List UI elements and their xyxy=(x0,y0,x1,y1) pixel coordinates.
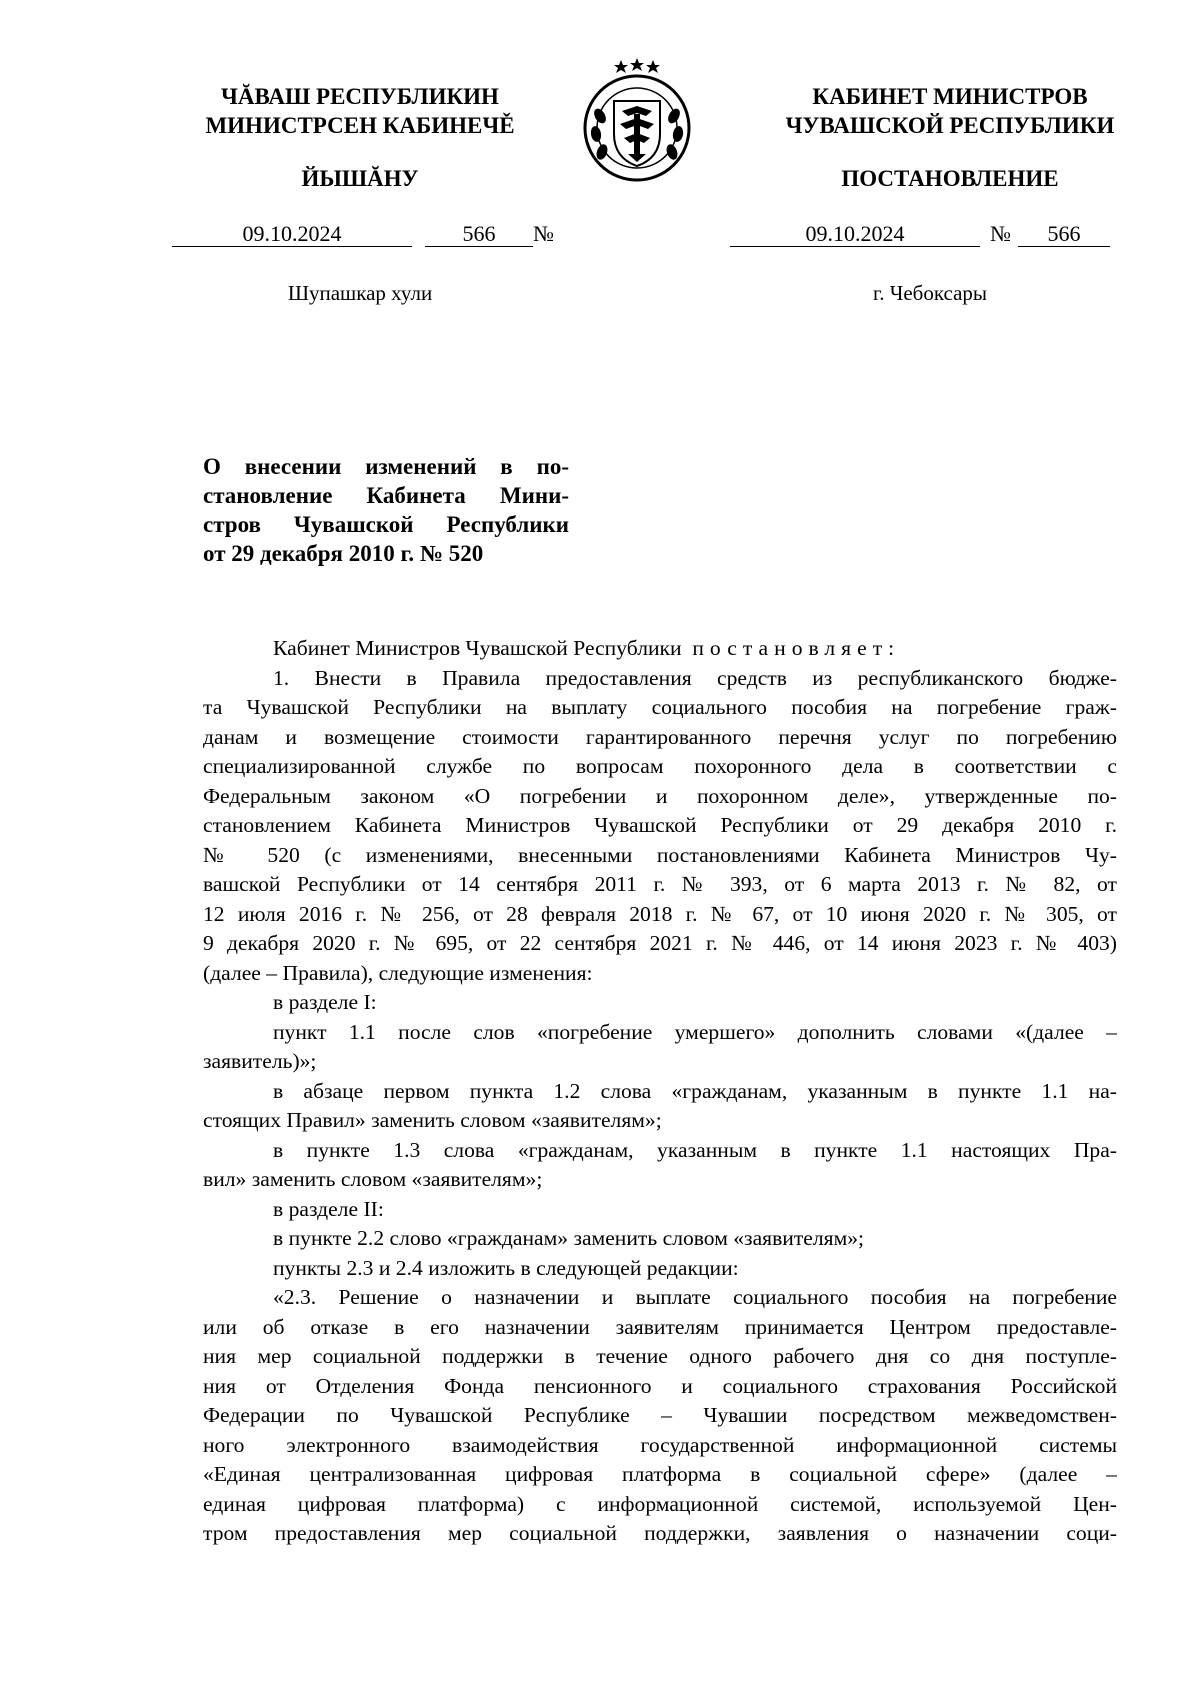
emblem-crown-icon xyxy=(614,58,660,73)
body-line: (далее – Правила), следующие изменения: xyxy=(203,960,593,985)
header-left-line2: МИНИСТРСЕН КАБИНЕЧĚ xyxy=(205,113,515,138)
header-right xyxy=(730,82,1170,140)
body-line: тром предоставления мер социальной поддержки, заявления о назначении соци- xyxy=(203,1521,1117,1545)
body-line: пункты 2.3 и 2.4 изложить в следующей редакции: xyxy=(273,1255,739,1280)
subject-line: стров Чувашской Республики xyxy=(203,512,569,537)
subject-line: О внесении изменений в по- xyxy=(203,454,569,479)
body-line: вил» заменить словом «заявителям»; xyxy=(203,1167,543,1191)
document-subject xyxy=(203,452,569,568)
reg-left-no-sign: № xyxy=(533,221,554,246)
reg-right-number: 566 xyxy=(1018,222,1110,247)
reg-right-date: 09.10.2024 xyxy=(730,222,980,247)
body-line: в пункте 1.3 слова «гражданам, указанным в пункте 1.1 настоящих Пра- xyxy=(273,1137,1117,1162)
body-line: «2.3. Решение о назначении и выплате социального пособия на погребение xyxy=(273,1285,1117,1309)
chuvash-coat-of-arms-icon xyxy=(574,56,700,184)
body-line: 12 июля 2016 г. № 256, от 28 февраля 2018 г. № 67, от 10 июня 2020 г. № 305, от xyxy=(203,901,1117,926)
body-line: ния от Отделения Фонда пенсионного и социального страхования Российской xyxy=(203,1373,1117,1398)
header-right-line2: ЧУВАШСКОЙ РЕСПУБЛИКИ xyxy=(785,113,1115,138)
intro-verb: постановляет: xyxy=(692,636,901,660)
body-line: в пункте 2.2 слово «гражданам» заменить словом «заявителям»; xyxy=(273,1226,865,1250)
body-line: стоящих Правил» заменить словом «заявителям»; xyxy=(203,1108,662,1132)
reg-left-number: 566 xyxy=(425,222,533,247)
body-line: в разделе I: xyxy=(273,990,377,1014)
body-line: в абзаце первом пункта 1.2 слова «гражданам, указанным в пункте 1.1 на- xyxy=(273,1078,1117,1103)
body-line: данам и возмещение стоимости гарантированного перечня услуг по погребению xyxy=(203,724,1117,749)
body-line: пункт 1.1 после слов «погребение умершего» дополнить словами «(далее – xyxy=(273,1019,1117,1044)
doctype-right: ПОСТАНОВЛЕНИЕ xyxy=(841,166,1059,191)
body-line: или об отказе в его назначении заявителям принимается Центром предоставле- xyxy=(203,1314,1117,1339)
body-line: заявитель)»; xyxy=(203,1049,317,1073)
body-line: Федеральным законом «О погребении и похоронном деле», утвержденные по- xyxy=(203,783,1117,808)
subject-line: становление Кабинета Мини- xyxy=(203,483,569,508)
body-line: 9 декабря 2020 г. № 695, от 22 сентября 2021 г. № 446, от 14 июня 2023 г. № 403) xyxy=(203,931,1117,955)
reg-left-date: 09.10.2024 xyxy=(172,222,412,247)
body-line: единая цифровая платформа) с информационной системой, используемой Цен- xyxy=(203,1491,1117,1516)
body-line: та Чувашской Республики на выплату социального пособия на погребение граж- xyxy=(203,695,1117,719)
body-line: в разделе II: xyxy=(273,1196,384,1221)
header-left-line1: ЧĂВАШ РЕСПУБЛИКИН xyxy=(221,84,499,109)
intro-lead: Кабинет Министров Чувашской Республики xyxy=(273,636,682,660)
body-line: № 520 (с изменениями, внесенными постановлениями Кабинета Министров Чу- xyxy=(203,842,1117,867)
body-line: ния мер социальной поддержки в течение одного рабочего дня со дня поступле- xyxy=(203,1344,1117,1368)
reg-right-no-sign: № xyxy=(990,221,1011,246)
body-line: «Единая централизованная цифровая платформа в социальной сфере» (далее – xyxy=(203,1462,1117,1486)
body-intro xyxy=(203,634,1117,664)
place-right: г. Чебоксары xyxy=(872,281,988,305)
body-line: вашской Республики от 14 сентября 2011 г. № 393, от 6 марта 2013 г. № 82, от xyxy=(203,872,1117,896)
body-line: специализированной службе по вопросам похоронного дела в соответствии с xyxy=(203,754,1117,778)
header-right-line1: КАБИНЕТ МИНИСТРОВ xyxy=(812,84,1088,109)
document-body xyxy=(203,634,1117,1549)
header-left xyxy=(160,82,560,140)
doctype-left: ЙЫШĂНУ xyxy=(301,166,419,191)
subject-line: от 29 декабря 2010 г. № 520 xyxy=(203,541,484,566)
body-line: становлением Кабинета Министров Чувашской Республики от 29 декабря 2010 г. xyxy=(203,813,1117,837)
place-left: Шупашкар хули xyxy=(287,281,433,305)
body-line: Федерации по Чувашской Республике – Чувашии посредством межведомствен- xyxy=(203,1403,1117,1427)
body-line: 1. Внести в Правила предоставления средств из республиканского бюдже- xyxy=(273,665,1117,690)
body-line: ного электронного взаимодействия государственной информационной системы xyxy=(203,1432,1117,1457)
emblem-svg xyxy=(574,56,700,184)
